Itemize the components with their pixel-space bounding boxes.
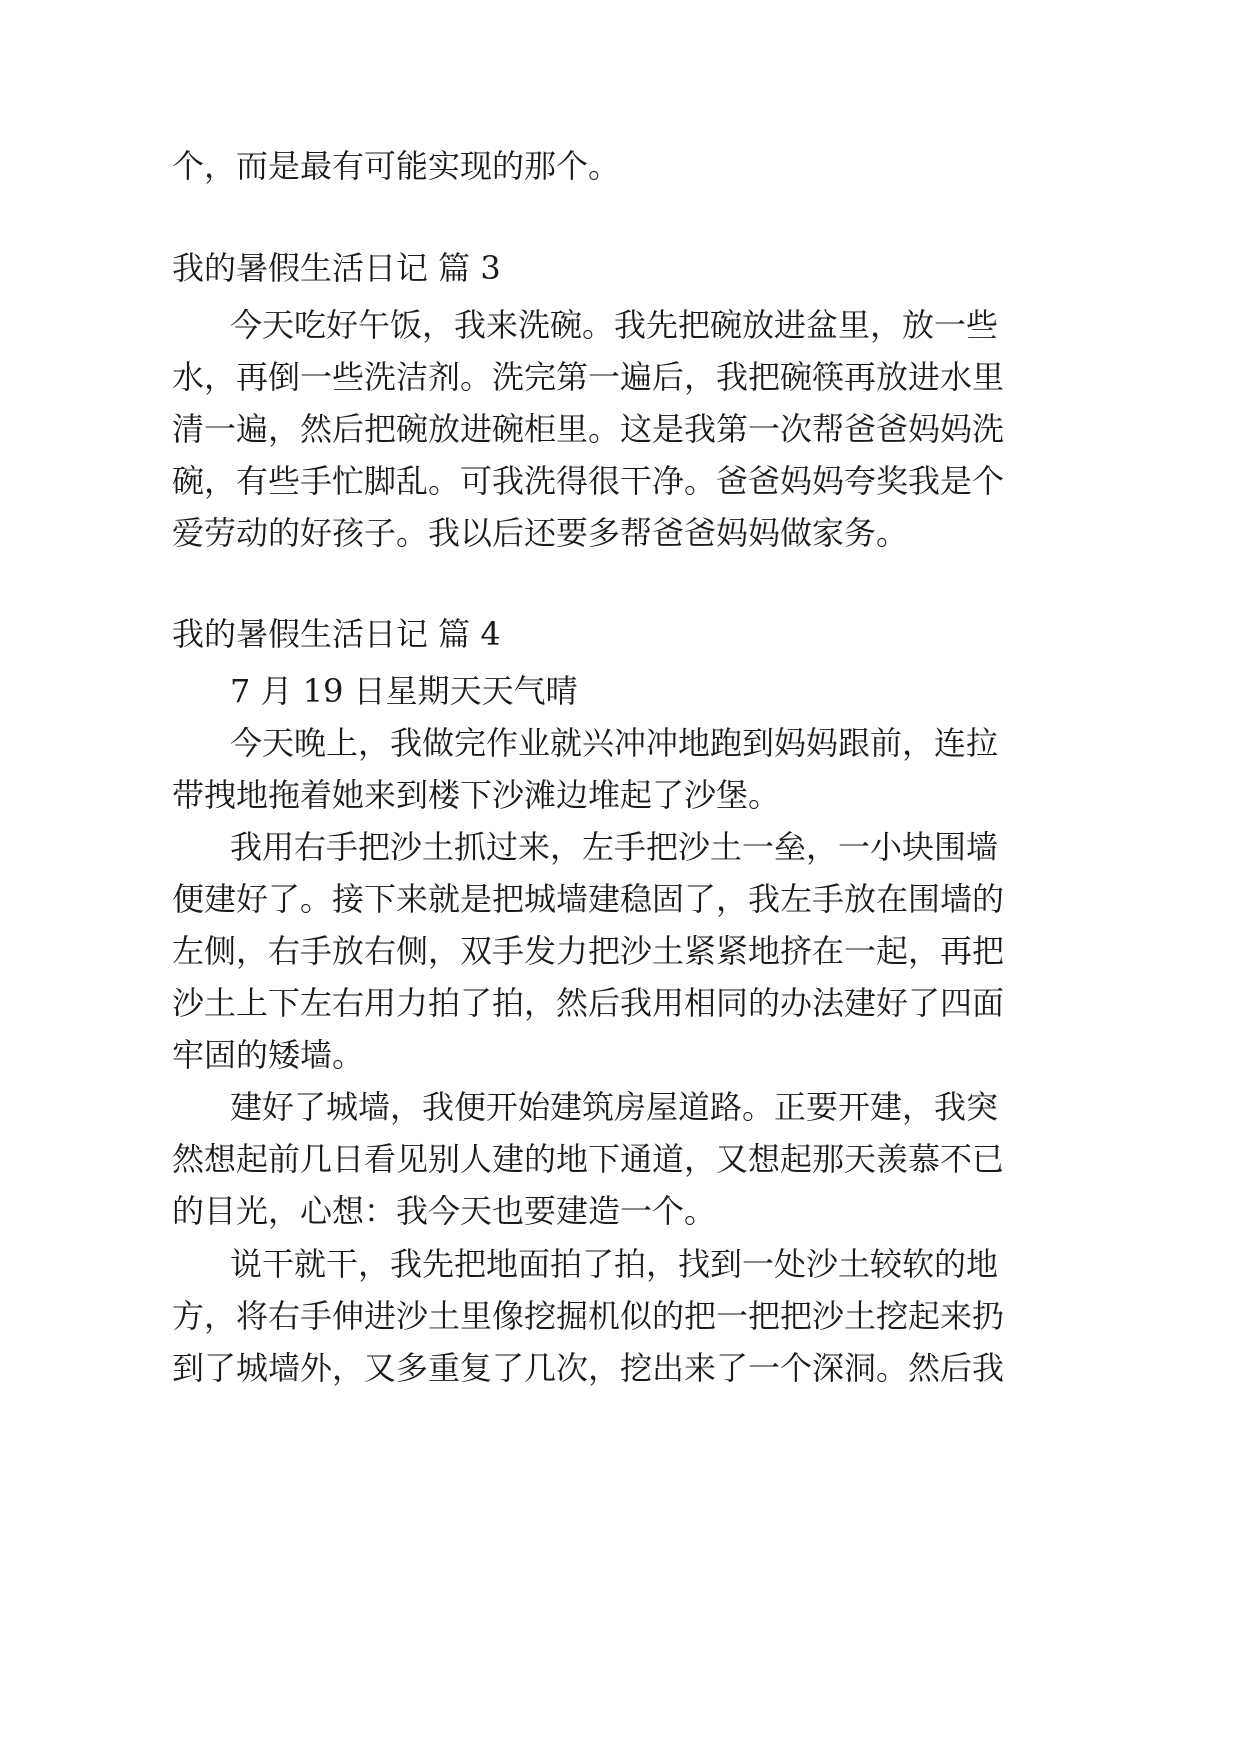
text-line: 便建好了。接下来就是把城墙建稳固了，我左手放在围墙的 [172, 880, 1005, 918]
text-line: 牢固的矮墙。 [172, 1036, 365, 1074]
text-line: 今天晚上，我做完作业就兴冲冲地跑到妈妈跟前，连拉 [230, 724, 999, 762]
text-line: 左侧，右手放右侧，双手发力把沙土紧紧地挤在一起，再把 [172, 932, 1005, 970]
text-line: 爱劳动的好孩子。我以后还要多帮爸爸妈妈做家务。 [172, 514, 909, 552]
text-line: 我用右手把沙土抓过来，左手把沙土一垒，一小块围墙 [230, 828, 999, 866]
text-line: 今天吃好午饭，我来洗碗。我先把碗放进盆里，放一些 [230, 306, 999, 344]
text-line: 的目光，心想：我今天也要建造一个。 [172, 1192, 717, 1230]
text-line: 带拽地拖着她来到楼下沙滩边堆起了沙堡。 [172, 776, 781, 814]
text-line: 到了城墙外，又多重复了几次，挖出来了一个深洞。然后我 [172, 1349, 1005, 1387]
text-line: 说干就干，我先把地面拍了拍，找到一处沙土较软的地 [230, 1245, 999, 1283]
text-line: 沙土上下左右用力拍了拍，然后我用相同的办法建好了四面 [172, 984, 1005, 1022]
text-line: 个，而是最有可能实现的那个。 [172, 147, 621, 185]
text-line: 水，再倒一些洗洁剂。洗完第一遍后，我把碗筷再放进水里 [172, 358, 1005, 396]
text-line: 建好了城墙，我便开始建筑房屋道路。正要开建，我突 [230, 1088, 999, 1126]
text-line: 方，将右手伸进沙土里像挖掘机似的把一把把沙土挖起来扔 [172, 1297, 1005, 1335]
text-line: 清一遍，然后把碗放进碗柜里。这是我第一次帮爸爸妈妈洗 [172, 410, 1005, 448]
section-heading: 我的暑假生活日记 篇 3 [172, 249, 501, 287]
text-line: 碗，有些手忙脚乱。可我洗得很干净。爸爸妈妈夸奖我是个 [172, 462, 1005, 500]
text-line: 然想起前几日看见别人建的地下通道，又想起那天羡慕不已 [172, 1140, 1005, 1178]
section-heading: 我的暑假生活日记 篇 4 [172, 615, 501, 653]
date-line: 7 月 19 日星期天天气晴 [230, 672, 578, 710]
